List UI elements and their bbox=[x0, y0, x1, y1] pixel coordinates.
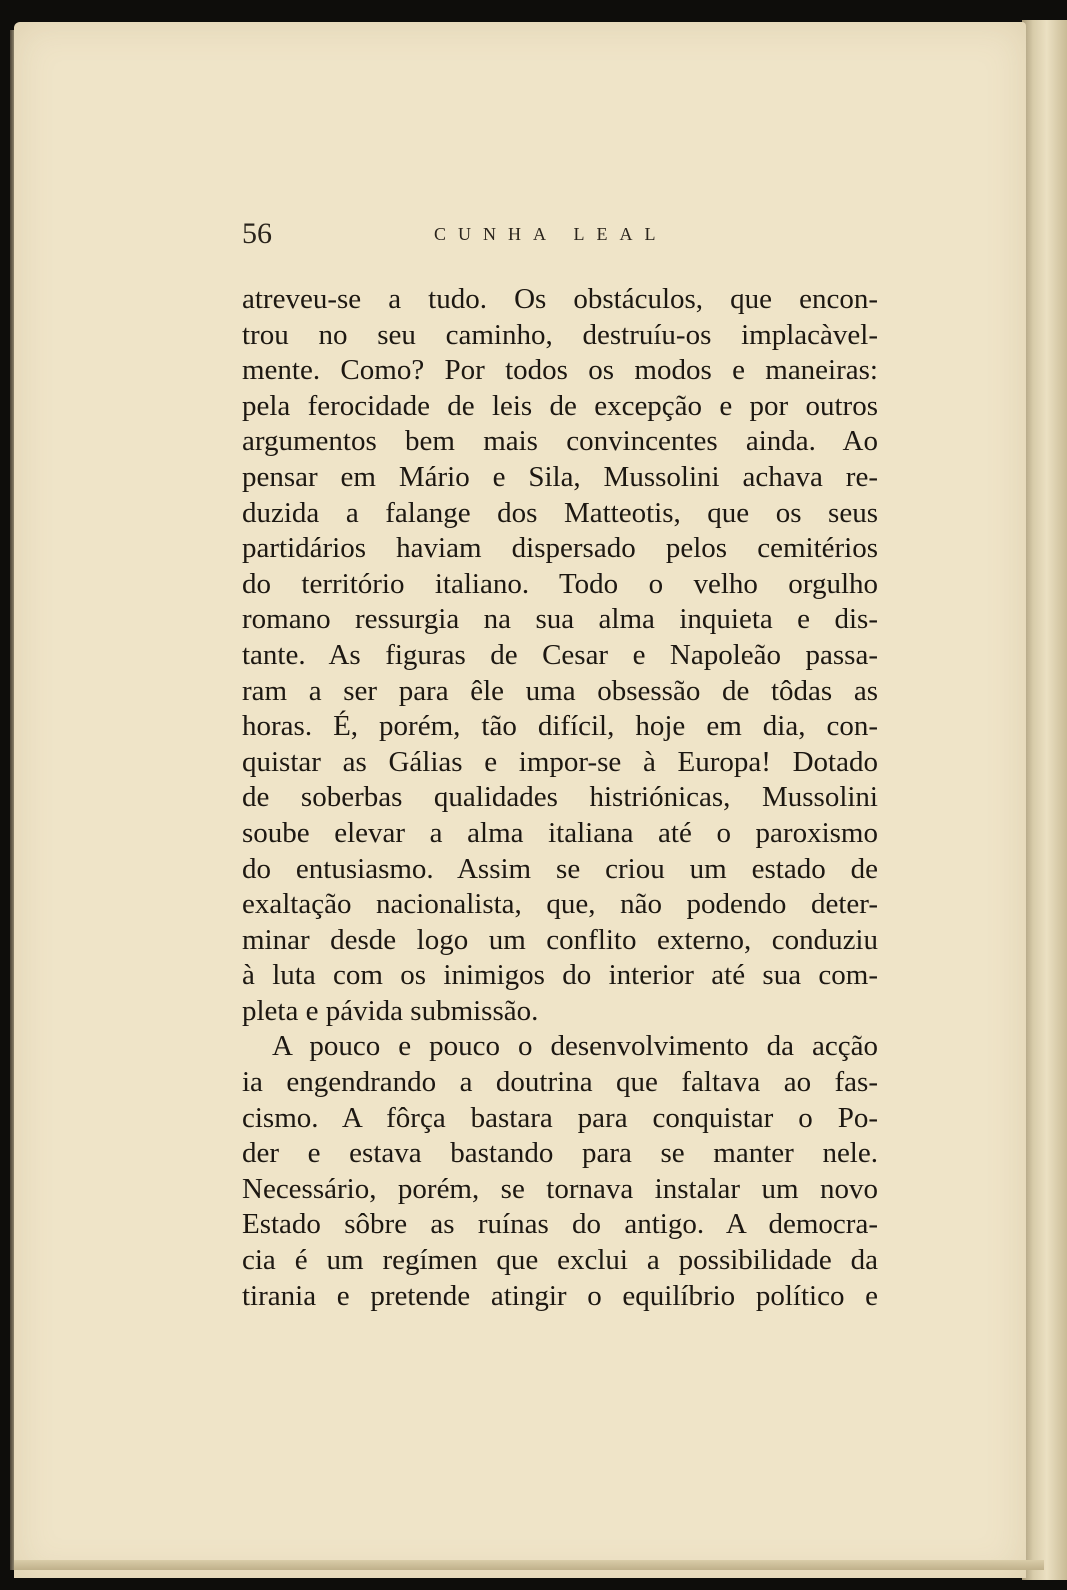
text-line: cia é um regímen que exclui a possibilidade da bbox=[242, 1244, 878, 1277]
text-line: horas. É, porém, tão difícil, hoje em dia, con- bbox=[242, 710, 878, 743]
text-line: exaltação nacionalista, que, não podendo deter- bbox=[242, 888, 878, 921]
text-line: partidários haviam dispersado pelos cemitérios bbox=[242, 532, 878, 565]
text-line: der e estava bastando para se manter nele. bbox=[242, 1137, 878, 1170]
text-line: mente. Como? Por todos os modos e maneiras: bbox=[242, 354, 878, 387]
text-line: duzida a falange dos Matteotis, que os seus bbox=[242, 496, 878, 529]
text-line: romano ressurgia na sua alma inquieta e dis- bbox=[242, 603, 878, 636]
paragraph-2 bbox=[242, 1029, 878, 1314]
text-line: quistar as Gálias e impor-se à Europa! Dotado bbox=[242, 745, 878, 778]
page-number: 56 bbox=[242, 217, 272, 250]
text-line: argumentos bem mais convincentes ainda. Ao bbox=[242, 425, 878, 458]
text-line: tirania e pretende atingir o equilíbrio político e bbox=[242, 1279, 878, 1312]
text-line: atreveu-se a tudo. Os obstáculos, que encon- bbox=[242, 283, 878, 315]
text-line: pela ferocidade de leis de excepção e por outros bbox=[242, 389, 878, 422]
text-line: Necessário, porém, se tornava instalar um novo bbox=[242, 1172, 878, 1205]
text-line: Estado sôbre as ruínas do antigo. A democra- bbox=[242, 1208, 878, 1241]
text-line: minar desde logo um conflito externo, conduziu bbox=[242, 923, 878, 956]
text-line: trou no seu caminho, destruíu-os implacàvel- bbox=[242, 318, 878, 351]
running-title: CUNHA LEAL bbox=[434, 224, 668, 244]
running-head bbox=[242, 214, 882, 254]
text-line: soube elevar a alma italiana até o paroxismo bbox=[242, 816, 878, 849]
text-line: pensar em Mário e Sila, Mussolini achava re- bbox=[242, 460, 878, 493]
page-bottom-edge bbox=[14, 1560, 1044, 1570]
text-line: ram a ser para êle uma obsessão de tôdas as bbox=[242, 674, 878, 707]
paragraph-1 bbox=[242, 282, 878, 1029]
text-line: cismo. A fôrça bastara para conquistar o Po- bbox=[242, 1101, 878, 1134]
text-line: pleta e pávida submissão. bbox=[242, 994, 539, 1027]
page-right-edge bbox=[1022, 20, 1067, 1580]
text-line: de soberbas qualidades histriónicas, Mussolini bbox=[242, 781, 878, 814]
text-line: A pouco e pouco o desenvolvimento da acção bbox=[272, 1030, 878, 1063]
body-text bbox=[242, 282, 878, 1314]
text-line: do território italiano. Todo o velho orgulho bbox=[242, 567, 878, 600]
text-line: à luta com os inimigos do interior até sua com- bbox=[242, 959, 878, 992]
text-line: ia engendrando a doutrina que faltava ao fas- bbox=[242, 1066, 878, 1099]
text-line: do entusiasmo. Assim se criou um estado de bbox=[242, 852, 878, 885]
text-line: tante. As figuras de Cesar e Napoleão passa- bbox=[242, 638, 878, 671]
